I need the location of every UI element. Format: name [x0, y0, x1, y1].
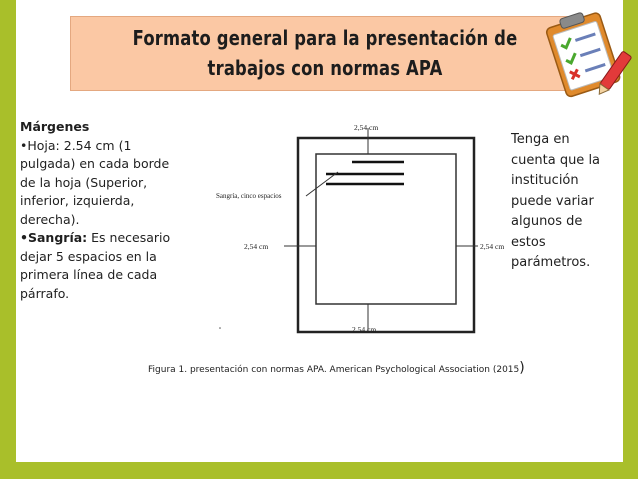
figure-caption [148, 360, 608, 376]
outer-page-rect [298, 138, 474, 332]
clipboard-checklist-icon [536, 2, 636, 102]
note-line3: institución [511, 173, 579, 188]
bullet2-line4: párrafo. [20, 285, 70, 301]
bullet1-line5: derecha). [20, 211, 80, 227]
note-line4: puede variar [511, 193, 594, 209]
top-margin-label: 2,54 cm [354, 123, 379, 132]
bullet2-line1 [20, 229, 190, 248]
note-text [511, 130, 621, 274]
bullet1-line3: de la hoja (Superior, [20, 174, 148, 190]
inner-margin-rect [316, 154, 456, 304]
bottom-margin-label: 2,54 cm [352, 325, 377, 334]
bullet1-line4: inferior, izquierda, [20, 193, 135, 208]
left-margin-label: 2,54 cm [244, 242, 269, 251]
note-line5: algunos de [511, 214, 583, 229]
indent-label: Sangría, cinco espacios [216, 192, 282, 200]
apa-page-diagram [202, 118, 512, 336]
bullet1-line2: pulgada) en cada borde [20, 156, 170, 171]
title-line-2: trabajos con normas APA [207, 56, 443, 80]
bullet2-line1-rest: Es necesario [87, 230, 171, 245]
title-line-1: Formato general para la presentación de [132, 26, 518, 50]
bullet2-line2: dejar 5 espacios en la [20, 248, 157, 264]
margins-heading: Márgenes [20, 119, 90, 134]
right-margin-label: 2,54 cm [480, 242, 505, 251]
note-line1: Tenga en [511, 132, 570, 147]
note-line2: cuenta que la [511, 152, 601, 168]
slide [16, 0, 623, 462]
note-line6: estos [511, 234, 546, 250]
bullet2-label: •Sangría: [20, 230, 88, 245]
title-box [70, 16, 580, 91]
caption-text: Figura 1. presentación con normas APA. American Psychological Association (2015 [148, 365, 520, 375]
slide-title [117, 23, 534, 83]
note-line7: parámetros. [511, 255, 591, 270]
bullet2-line3: primera línea de cada [20, 267, 158, 282]
caption-close: ) [519, 360, 525, 376]
margins-text [20, 118, 190, 303]
bullet1-line1: •Hoja: 2.54 cm (1 [20, 137, 132, 153]
